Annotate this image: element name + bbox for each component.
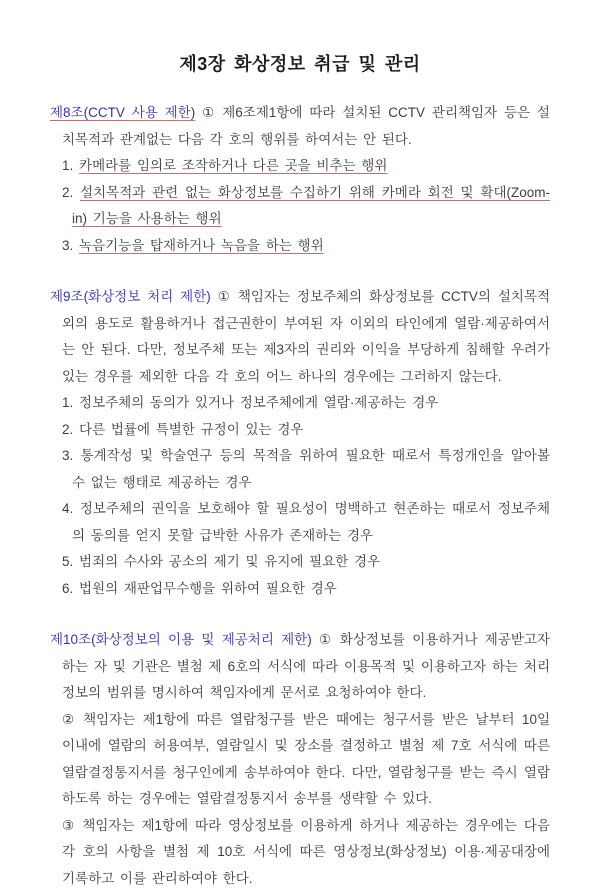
article-8-intro-paragraph xyxy=(50,100,550,153)
item-number: 3. xyxy=(62,238,73,253)
item-number: 1. xyxy=(62,158,73,173)
item-text: 통계작성 및 학술연구 등의 목적을 위하여 필요한 때로서 특정개인을 알아볼 수 없는 행태로 제공하는 경우 xyxy=(72,448,550,490)
item-number: 6. xyxy=(62,581,73,596)
item-text: 범죄의 수사와 공소의 제기 및 유지에 필요한 경우 xyxy=(79,554,380,569)
article-9-intro-paragraph xyxy=(50,284,550,390)
article-8-intro-text: ① 제6조제1항에 따라 설치된 CCTV 관리책임자 등은 설치목적과 관계없는 다음 각 호의 행위를 하여서는 안 된다. xyxy=(62,105,550,147)
item-text: 설치목적과 관련 없는 화상정보를 수집하기 위해 카메라 회전 및 확대(Zoom-in) 기능을 사용하는 행위 xyxy=(72,185,550,227)
article-8 xyxy=(50,100,550,259)
list-item xyxy=(62,390,550,417)
article-8-item-list xyxy=(50,153,550,259)
article-9 xyxy=(50,284,550,602)
item-number: 3. xyxy=(62,448,73,463)
item-number: 2. xyxy=(62,422,73,437)
list-item xyxy=(62,496,550,549)
list-item xyxy=(62,576,550,603)
article-9-heading: 제9조(화상정보 처리 제한) xyxy=(50,289,211,304)
article-8-heading: 제8조(CCTV 사용 제한) xyxy=(50,105,195,120)
list-item xyxy=(62,549,550,576)
item-number: 1. xyxy=(62,395,73,410)
item-text: 정보주체의 권익을 보호해야 할 필요성이 명백하고 현존하는 때로서 정보주체의 동의를 얻지 못할 급박한 사유가 존재하는 경우 xyxy=(72,501,550,543)
item-text: 다른 법률에 특별한 규정이 있는 경우 xyxy=(79,422,303,437)
article-10-heading: 제10조(화상정보의 이용 및 제공처리 제한) xyxy=(50,632,312,647)
item-text: 법원의 재판업무수행을 위하여 필요한 경우 xyxy=(79,581,337,596)
article-10-paragraph-2: ② 책임자는 제1항에 따른 열람청구를 받은 때에는 청구서를 받은 날부터 10일 이내에 열람의 허용여부, 열람일시 및 장소를 결정하고 별첨 제 7호 서식에 따른 열람결정통지서를 청구인에게 송부하여야 한다. 다만, 열람청구를 받는 즉시 열람하도록 하는 경우에는 열람결정통지서 송부를 생략할 수 있다. xyxy=(62,707,550,813)
item-number: 5. xyxy=(62,554,73,569)
list-item xyxy=(62,443,550,496)
article-10-paragraph-3: ③ 책임자는 제1항에 따라 영상정보를 이용하게 하거나 제공하는 경우에는 다음 각 호의 사항을 별첨 제 10호 서식에 따른 영상정보(화상정보) 이용·제공대장에 기록하고 이를 관리하여야 한다. xyxy=(62,813,550,892)
item-number: 2. xyxy=(62,185,73,200)
list-item xyxy=(62,233,550,260)
item-text: 정보주체의 동의가 있거나 정보주체에게 열람·제공하는 경우 xyxy=(79,395,438,410)
article-10-intro-text: ① 화상정보를 이용하거나 제공받고자 하는 자 및 기관은 별첨 제 6호의 서식에 따라 이용목적 및 이용하고자 하는 처리정보의 범위를 명시하여 책임자에게 문서로 요청하여야 한다. xyxy=(62,632,550,700)
article-10 xyxy=(50,627,550,892)
item-text: 카메라를 임의로 조작하거나 다른 곳을 비추는 행위 xyxy=(79,158,387,173)
article-9-intro-text: ① 책임자는 정보주체의 화상정보를 CCTV의 설치목적 외의 용도로 활용하거나 접근권한이 부여된 자 이외의 타인에게 열람·제공하여서는 안 된다. 다만, 정보주체 또는 제3자의 권리와 이익을 부당하게 침해할 우려가 있는 경우를 제외한 다음 각 호의 어느 하나의 경우에는 그러하지 않는다. xyxy=(62,289,550,384)
list-item xyxy=(62,153,550,180)
item-text: 녹음기능을 탑재하거나 녹음을 하는 행위 xyxy=(79,238,324,253)
list-item xyxy=(62,417,550,444)
article-9-item-list xyxy=(50,390,550,602)
page-title: 제3장 화상정보 취급 및 관리 xyxy=(50,52,550,76)
item-number: 4. xyxy=(62,501,73,516)
list-item xyxy=(62,180,550,233)
article-10-intro-paragraph xyxy=(50,627,550,707)
